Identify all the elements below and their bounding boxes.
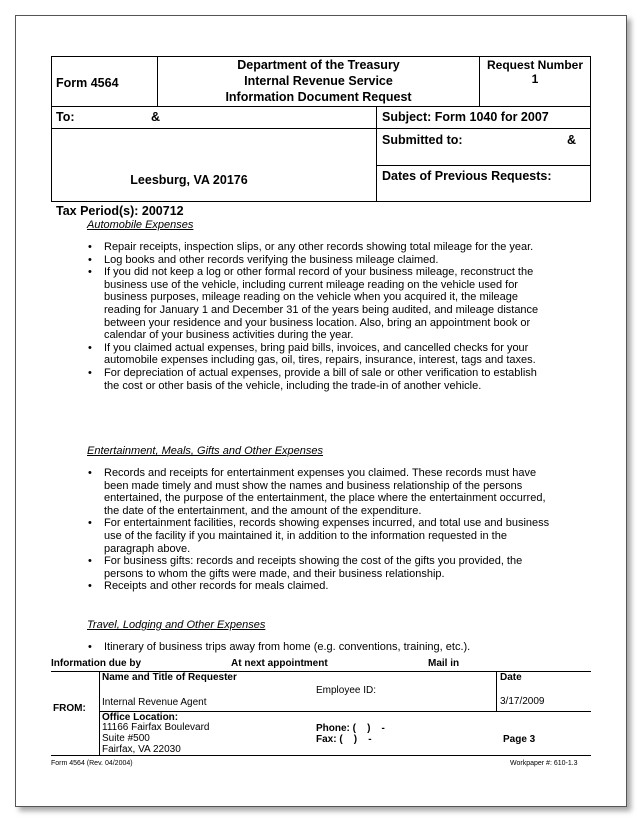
list-item: • For entertainment facilities, records showing expenses incurred, and total use and business use of the facility if you maintained it, in addition to the information requested in the paragraph above. bbox=[88, 517, 550, 555]
info-due-by: Information due by bbox=[51, 658, 141, 669]
document-page bbox=[15, 15, 627, 807]
list-item: • If you claimed actual expenses, bring paid bills, invoices, and cancelled checks for your automobile expenses including gas, oil, tires, repairs, insurance, interest, tags and taxes. bbox=[88, 341, 536, 367]
automobile-list bbox=[88, 241, 553, 392]
requester-title: Internal Revenue Agent bbox=[102, 697, 207, 708]
footer-table bbox=[51, 671, 591, 755]
employee-id: Employee ID: bbox=[316, 685, 377, 696]
office-line3: Fairfax, VA 22030 bbox=[102, 744, 181, 755]
form-revision: Form 4564 (Rev. 04/2004) bbox=[51, 760, 133, 767]
department-line3: Information Document Request bbox=[225, 90, 412, 104]
submitted-ampersand: & bbox=[567, 133, 577, 147]
section-title-entertainment: Entertainment, Meals, Gifts and Other Expenses bbox=[87, 445, 324, 457]
list-item: • For business gifts: records and receipts showing the cost of the gifts you provided, the persons to whom the gifts were made, and their business relationship. bbox=[88, 555, 523, 580]
phone: Phone: ( ) - bbox=[316, 723, 385, 734]
fax: Fax: ( ) - bbox=[316, 734, 372, 745]
request-number-value: 1 bbox=[531, 72, 539, 86]
request-number-label: Request Number bbox=[486, 58, 584, 72]
list-item: • Receipts and other records for meals claimed. bbox=[88, 580, 329, 593]
department-line1: Department of the Treasury bbox=[237, 58, 400, 72]
office-line2: Suite #500 bbox=[102, 733, 150, 744]
address-city: Leesburg, VA 20176 bbox=[130, 173, 248, 187]
list-item: • Log books and other records verifying the business mileage claimed. bbox=[88, 253, 439, 266]
list-item: • Repair receipts, inspection slips, or any other records showing total mileage for the year. bbox=[88, 241, 534, 253]
office-line1: 11166 Fairfax Boulevard bbox=[102, 722, 210, 733]
submitted-to: Submitted to: bbox=[382, 133, 463, 147]
list-item: • If you did not keep a log or other formal record of your business mileage, reconstruct the business use of the vehicle, including current mileage reading on the vehicle used for business purposes, mileage reading on the vehicle when you acquired it, the mileage reading for January 1 and December 31 of the years being audited, and mileage distance between your residence and your business location. Also, bring an appointment book or calendar of your business activities during the year. bbox=[88, 266, 539, 342]
mail-in: Mail in bbox=[428, 658, 460, 669]
date-label: Date bbox=[500, 672, 522, 683]
workpaper-number: Workpaper #: 610-1.3 bbox=[510, 760, 578, 767]
to-ampersand: & bbox=[151, 110, 161, 124]
name-title-label: Name and Title of Requester bbox=[102, 672, 237, 683]
to-label: To: bbox=[56, 110, 75, 124]
from-label: FROM: bbox=[53, 703, 86, 714]
travel-list bbox=[88, 641, 553, 654]
list-item: • Records and receipts for entertainment expenses you claimed. These records must have been made timely and must show the names and business relationship of the persons entertained, the purpose of the entertainment, the place where the entertainment occurred, the date of the entertainment, and the amount of the expenditure. bbox=[88, 467, 546, 517]
list-item: • For depreciation of actual expenses, provide a bill of sale or other verification to establish the cost or other basis of the vehicle, including the trade-in of another vehicle. bbox=[88, 366, 537, 392]
form-label: Form 4564 bbox=[56, 76, 119, 90]
header-table bbox=[51, 56, 591, 202]
date-value: 3/17/2009 bbox=[500, 696, 545, 707]
section-title-automobile: Automobile Expenses bbox=[87, 219, 194, 231]
department-line2: Internal Revenue Service bbox=[244, 74, 393, 88]
at-next-appointment: At next appointment bbox=[231, 658, 328, 669]
page-number: Page 3 bbox=[503, 734, 536, 745]
dates-previous-requests: Dates of Previous Requests: bbox=[382, 169, 552, 183]
section-title-travel: Travel, Lodging and Other Expenses bbox=[87, 619, 266, 631]
tax-period: Tax Period(s): 200712 bbox=[56, 204, 184, 218]
subject: Subject: Form 1040 for 2007 bbox=[382, 110, 549, 124]
office-location-label: Office Location: bbox=[102, 712, 179, 723]
list-item: • Itinerary of business trips away from home (e.g. conventions, training, etc.). bbox=[88, 641, 471, 653]
entertainment-list bbox=[88, 467, 553, 593]
